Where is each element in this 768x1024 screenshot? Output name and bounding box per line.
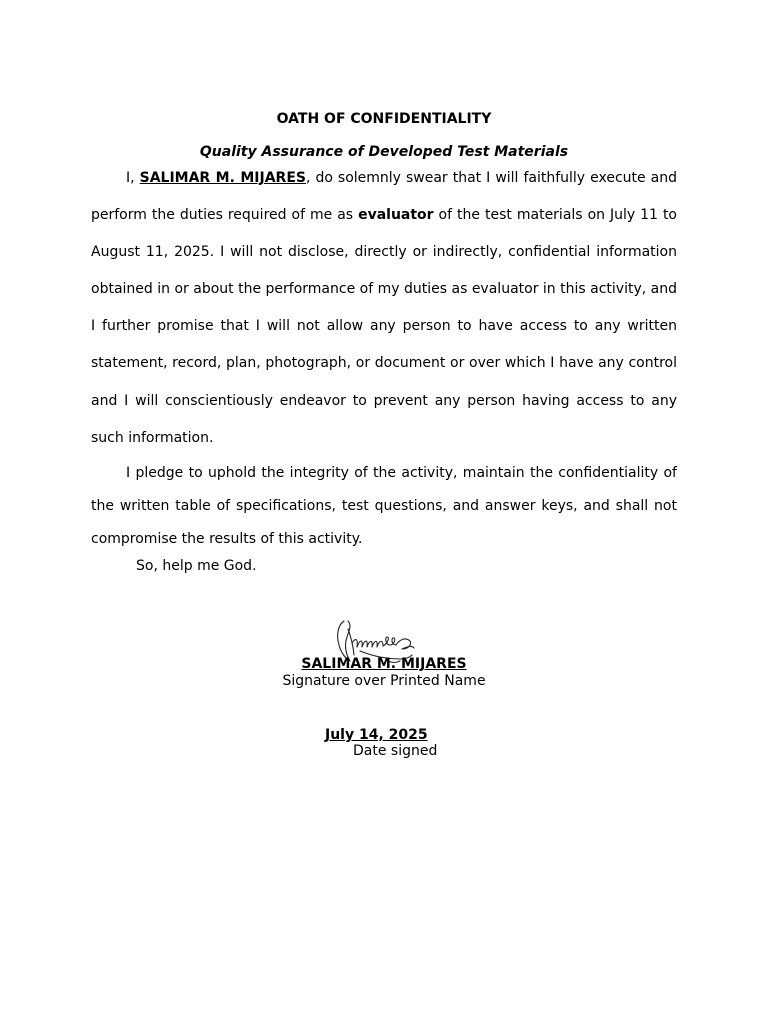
date-signed-caption: Date signed <box>353 743 438 759</box>
oath-text-2: of the test materials on July 11 to August 11, 2025. I will not disclose, directly or indirectly, confidential information obtained in or about the performance of my duties as evaluator in this activity, and I further promise that I will not allow any person to have access to any written statement, record, plan, photograph, or document or over which I have any control and I will conscientiously endeavor to prevent any person having access to any such information. <box>91 207 677 446</box>
oath-paragraph-2: I pledge to uphold the integrity of the activity, maintain the confidentiality of the written table of specifications, test questions, and answer keys, and shall not compromise the results of this activity. <box>91 465 677 548</box>
closing-line: So, help me God. <box>136 558 257 574</box>
date-signed-value: July 14, 2025 <box>325 727 428 743</box>
signer-name: SALIMAR M. MIJARES <box>301 656 467 672</box>
oath-prefix: I, <box>126 170 140 186</box>
signature-caption: Signature over Printed Name <box>282 673 486 689</box>
oath-text-1: , do solemnly swear that I will faithfully execute and perform the duties required of me as <box>91 170 677 224</box>
document-subtitle: Quality Assurance of Developed Test Materials <box>199 144 569 160</box>
oath-role: evaluator <box>358 207 434 224</box>
oath-name: SALIMAR M. MIJARES <box>139 170 306 186</box>
document-title: OATH OF CONFIDENTIALITY <box>276 111 492 127</box>
oath-paragraph-1 <box>91 160 677 457</box>
